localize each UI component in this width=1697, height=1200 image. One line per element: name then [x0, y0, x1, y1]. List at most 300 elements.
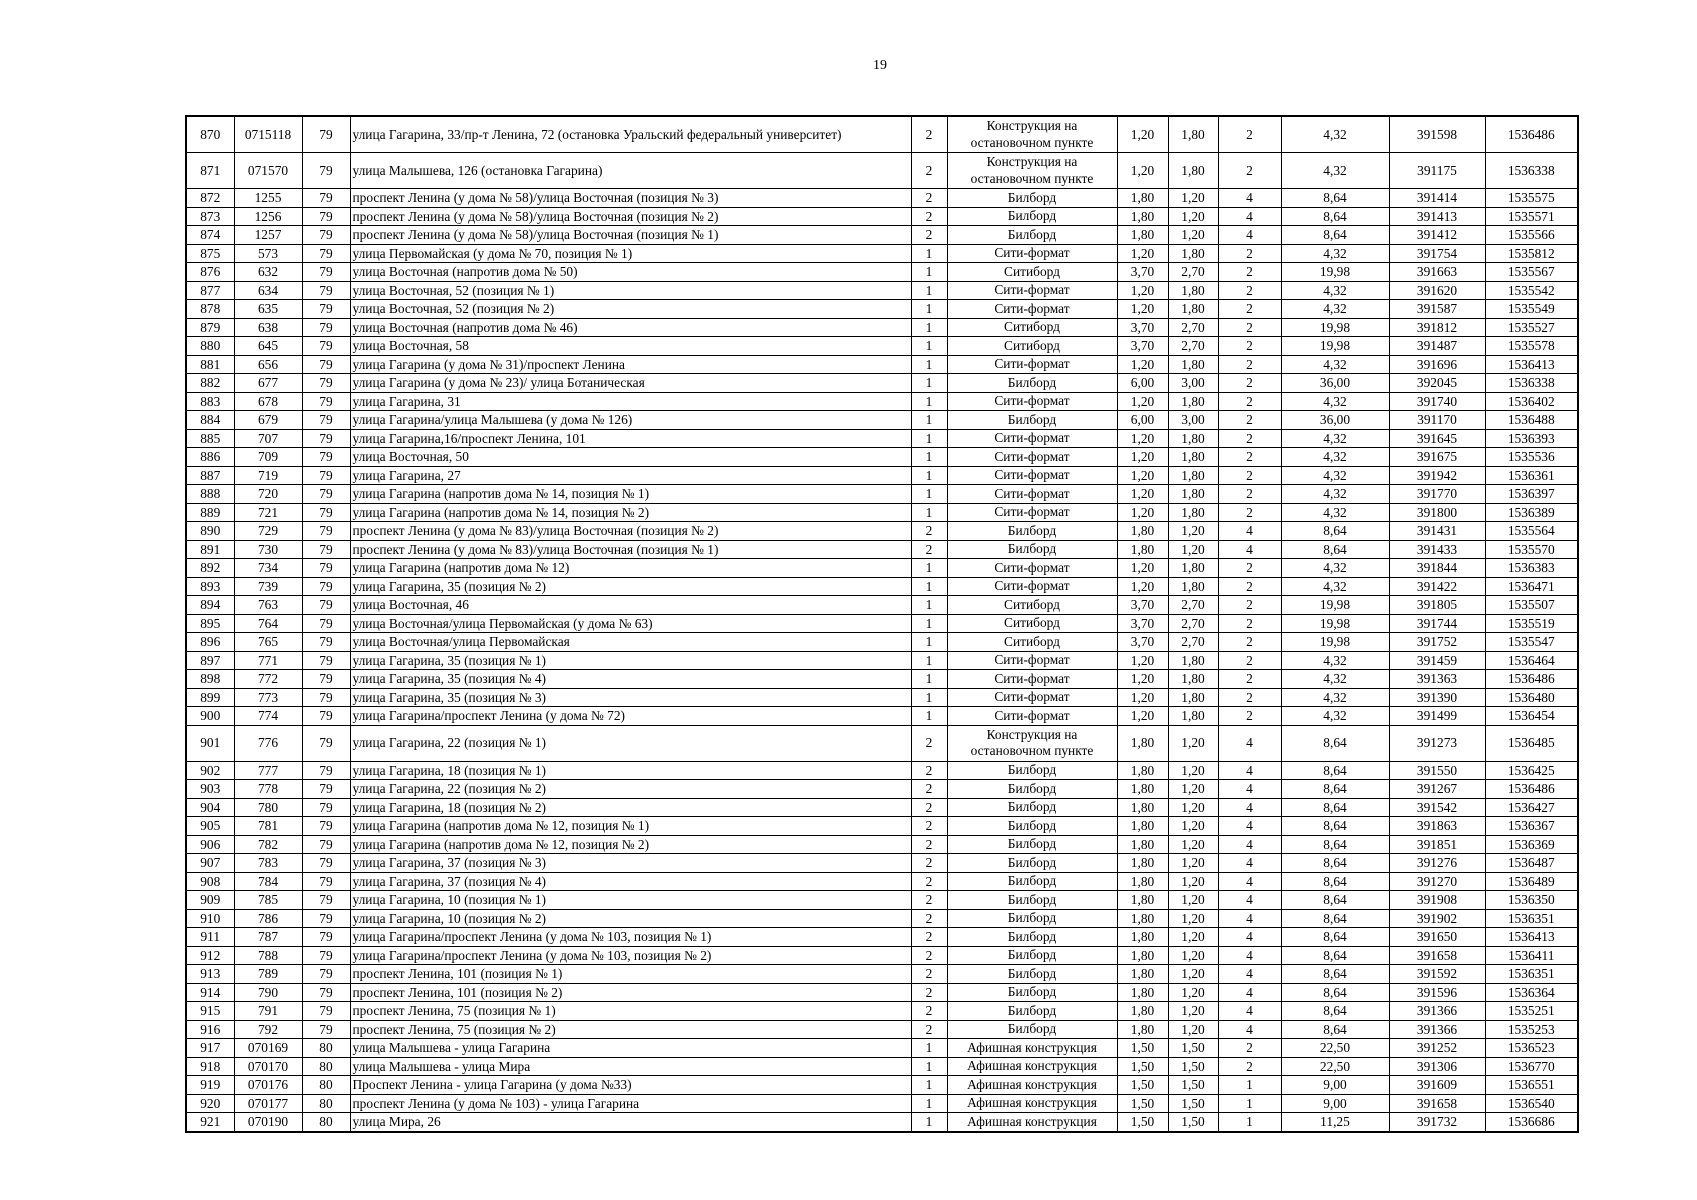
zone-cell: 79 — [302, 688, 350, 707]
coord-y-cell: 1536402 — [1485, 392, 1578, 411]
coord-y-cell: 1536489 — [1485, 872, 1578, 891]
row-number-cell: 888 — [186, 485, 234, 504]
row-number-cell: 897 — [186, 651, 234, 670]
row-number-cell: 905 — [186, 817, 234, 836]
coord-x-cell: 391433 — [1389, 540, 1485, 559]
height-cell: 1,20 — [1168, 983, 1218, 1002]
faces-cell: 2 — [1218, 670, 1281, 689]
table-row — [186, 559, 1578, 578]
width-cell: 6,00 — [1117, 411, 1168, 430]
coord-x-cell: 391366 — [1389, 1002, 1485, 1021]
zone-cell: 79 — [302, 540, 350, 559]
table-row — [186, 909, 1578, 928]
coord-x-cell: 391276 — [1389, 854, 1485, 873]
width-cell: 1,80 — [1117, 189, 1168, 208]
address-cell: улица Гагарина/проспект Ленина (у дома № 103, позиция № 2) — [350, 946, 911, 965]
width-cell: 1,80 — [1117, 854, 1168, 873]
sides-cell: 2 — [911, 965, 947, 984]
coord-y-cell: 1535571 — [1485, 207, 1578, 226]
address-cell: улица Гагарина, 37 (позиция № 4) — [350, 872, 911, 891]
table-row — [186, 983, 1578, 1002]
register-table — [185, 115, 1579, 1133]
sides-cell: 1 — [911, 596, 947, 615]
table-row — [186, 1039, 1578, 1058]
address-cell: улица Гагарина/улица Малышева (у дома № 126) — [350, 411, 911, 430]
coord-y-cell: 1535519 — [1485, 614, 1578, 633]
address-cell: улица Гагарина, 10 (позиция № 1) — [350, 891, 911, 910]
code-cell: 784 — [234, 872, 302, 891]
coord-y-cell: 1535507 — [1485, 596, 1578, 615]
sides-cell: 1 — [911, 1113, 947, 1132]
width-cell: 1,20 — [1117, 651, 1168, 670]
zone-cell: 79 — [302, 965, 350, 984]
faces-cell: 1 — [1218, 1094, 1281, 1113]
faces-cell: 4 — [1218, 909, 1281, 928]
faces-cell: 4 — [1218, 761, 1281, 780]
table-row — [186, 670, 1578, 689]
faces-cell: 2 — [1218, 153, 1281, 189]
zone-cell: 79 — [302, 485, 350, 504]
code-cell: 070176 — [234, 1076, 302, 1095]
construction-type-cell: Билборд — [947, 1002, 1117, 1021]
height-cell: 1,20 — [1168, 226, 1218, 245]
height-cell: 1,20 — [1168, 189, 1218, 208]
code-cell: 785 — [234, 891, 302, 910]
construction-type-cell: Сити-формат — [947, 448, 1117, 467]
row-number-cell: 882 — [186, 374, 234, 393]
coord-y-cell: 1535251 — [1485, 1002, 1578, 1021]
coord-y-cell: 1536686 — [1485, 1113, 1578, 1132]
zone-cell: 79 — [302, 1002, 350, 1021]
construction-type-cell: Афишная конструкция — [947, 1057, 1117, 1076]
coord-x-cell: 391587 — [1389, 300, 1485, 319]
table-row — [186, 1113, 1578, 1132]
row-number-cell: 881 — [186, 355, 234, 374]
coord-x-cell: 391844 — [1389, 559, 1485, 578]
sides-cell: 2 — [911, 189, 947, 208]
row-number-cell: 921 — [186, 1113, 234, 1132]
width-cell: 3,70 — [1117, 337, 1168, 356]
code-cell: 1257 — [234, 226, 302, 245]
faces-cell: 2 — [1218, 429, 1281, 448]
faces-cell: 2 — [1218, 466, 1281, 485]
address-cell: проспект Ленина (у дома № 58)/улица Восточная (позиция № 2) — [350, 207, 911, 226]
area-cell: 8,64 — [1281, 872, 1389, 891]
area-cell: 4,32 — [1281, 355, 1389, 374]
table-row — [186, 116, 1578, 153]
zone-cell: 79 — [302, 1020, 350, 1039]
construction-type-cell: Билборд — [947, 946, 1117, 965]
address-cell: проспект Ленина, 101 (позиция № 1) — [350, 965, 911, 984]
width-cell: 1,80 — [1117, 909, 1168, 928]
width-cell: 1,20 — [1117, 392, 1168, 411]
coord-x-cell: 392045 — [1389, 374, 1485, 393]
sides-cell: 2 — [911, 854, 947, 873]
coord-y-cell: 1535578 — [1485, 337, 1578, 356]
code-cell: 656 — [234, 355, 302, 374]
faces-cell: 2 — [1218, 651, 1281, 670]
coord-y-cell: 1535566 — [1485, 226, 1578, 245]
table-row — [186, 226, 1578, 245]
height-cell: 1,80 — [1168, 281, 1218, 300]
height-cell: 1,20 — [1168, 522, 1218, 541]
row-number-cell: 913 — [186, 965, 234, 984]
faces-cell: 2 — [1218, 577, 1281, 596]
coord-x-cell: 391267 — [1389, 780, 1485, 799]
area-cell: 4,32 — [1281, 116, 1389, 153]
zone-cell: 79 — [302, 780, 350, 799]
height-cell: 1,80 — [1168, 466, 1218, 485]
coord-x-cell: 391658 — [1389, 946, 1485, 965]
coord-y-cell: 1536351 — [1485, 965, 1578, 984]
coord-y-cell: 1535575 — [1485, 189, 1578, 208]
sides-cell: 2 — [911, 835, 947, 854]
code-cell: 720 — [234, 485, 302, 504]
height-cell: 1,80 — [1168, 559, 1218, 578]
area-cell: 4,32 — [1281, 392, 1389, 411]
address-cell: улица Гагарина/проспект Ленина (у дома № 103, позиция № 1) — [350, 928, 911, 947]
height-cell: 1,80 — [1168, 577, 1218, 596]
address-cell: улица Гагарина (напротив дома № 14, позиция № 2) — [350, 503, 911, 522]
faces-cell: 2 — [1218, 263, 1281, 282]
faces-cell: 4 — [1218, 522, 1281, 541]
code-cell: 781 — [234, 817, 302, 836]
faces-cell: 4 — [1218, 891, 1281, 910]
code-cell: 787 — [234, 928, 302, 947]
zone-cell: 79 — [302, 116, 350, 153]
coord-y-cell: 1535547 — [1485, 633, 1578, 652]
table-row — [186, 355, 1578, 374]
sides-cell: 2 — [911, 872, 947, 891]
height-cell: 1,20 — [1168, 817, 1218, 836]
zone-cell: 79 — [302, 263, 350, 282]
height-cell: 1,80 — [1168, 670, 1218, 689]
height-cell: 1,80 — [1168, 429, 1218, 448]
address-cell: улица Мира, 26 — [350, 1113, 911, 1132]
area-cell: 22,50 — [1281, 1039, 1389, 1058]
row-number-cell: 878 — [186, 300, 234, 319]
sides-cell: 1 — [911, 448, 947, 467]
coord-x-cell: 391412 — [1389, 226, 1485, 245]
code-cell: 071570 — [234, 153, 302, 189]
zone-cell: 79 — [302, 651, 350, 670]
sides-cell: 2 — [911, 153, 947, 189]
area-cell: 4,32 — [1281, 244, 1389, 263]
sides-cell: 1 — [911, 337, 947, 356]
width-cell: 6,00 — [1117, 374, 1168, 393]
faces-cell: 4 — [1218, 983, 1281, 1002]
sides-cell: 1 — [911, 707, 947, 726]
table-row — [186, 946, 1578, 965]
coord-x-cell: 391170 — [1389, 411, 1485, 430]
area-cell: 4,32 — [1281, 281, 1389, 300]
height-cell: 2,70 — [1168, 263, 1218, 282]
height-cell: 1,20 — [1168, 909, 1218, 928]
zone-cell: 79 — [302, 872, 350, 891]
row-number-cell: 879 — [186, 318, 234, 337]
zone-cell: 79 — [302, 392, 350, 411]
faces-cell: 4 — [1218, 798, 1281, 817]
construction-type-cell: Билборд — [947, 1020, 1117, 1039]
code-cell: 635 — [234, 300, 302, 319]
width-cell: 1,20 — [1117, 670, 1168, 689]
area-cell: 11,25 — [1281, 1113, 1389, 1132]
sides-cell: 1 — [911, 577, 947, 596]
table-row — [186, 429, 1578, 448]
row-number-cell: 891 — [186, 540, 234, 559]
faces-cell: 2 — [1218, 374, 1281, 393]
row-number-cell: 892 — [186, 559, 234, 578]
construction-type-cell: Сити-формат — [947, 466, 1117, 485]
width-cell: 3,70 — [1117, 318, 1168, 337]
zone-cell: 80 — [302, 1039, 350, 1058]
zone-cell: 79 — [302, 983, 350, 1002]
zone-cell: 79 — [302, 300, 350, 319]
zone-cell: 79 — [302, 928, 350, 947]
code-cell: 771 — [234, 651, 302, 670]
coord-x-cell: 391851 — [1389, 835, 1485, 854]
zone-cell: 79 — [302, 707, 350, 726]
address-cell: проспект Ленина, 75 (позиция № 1) — [350, 1002, 911, 1021]
address-cell: улица Гагарина,16/проспект Ленина, 101 — [350, 429, 911, 448]
code-cell: 786 — [234, 909, 302, 928]
table-row — [186, 817, 1578, 836]
code-cell: 772 — [234, 670, 302, 689]
width-cell: 1,80 — [1117, 540, 1168, 559]
coord-y-cell: 1536427 — [1485, 798, 1578, 817]
construction-type-cell: Ситиборд — [947, 596, 1117, 615]
construction-type-cell: Сити-формат — [947, 707, 1117, 726]
faces-cell: 2 — [1218, 392, 1281, 411]
construction-type-cell: Ситиборд — [947, 318, 1117, 337]
width-cell: 1,50 — [1117, 1076, 1168, 1095]
coord-y-cell: 1536464 — [1485, 651, 1578, 670]
faces-cell: 4 — [1218, 965, 1281, 984]
area-cell: 8,64 — [1281, 835, 1389, 854]
sides-cell: 1 — [911, 355, 947, 374]
height-cell: 1,20 — [1168, 540, 1218, 559]
coord-y-cell: 1535564 — [1485, 522, 1578, 541]
area-cell: 4,32 — [1281, 485, 1389, 504]
width-cell: 1,20 — [1117, 116, 1168, 153]
construction-type-cell: Билборд — [947, 780, 1117, 799]
sides-cell: 2 — [911, 1002, 947, 1021]
height-cell: 1,20 — [1168, 854, 1218, 873]
construction-type-cell: Сити-формат — [947, 559, 1117, 578]
coord-x-cell: 391800 — [1389, 503, 1485, 522]
code-cell: 719 — [234, 466, 302, 485]
area-cell: 8,64 — [1281, 798, 1389, 817]
coord-y-cell: 1536397 — [1485, 485, 1578, 504]
height-cell: 2,70 — [1168, 318, 1218, 337]
coord-y-cell: 1536338 — [1485, 153, 1578, 189]
table-row — [186, 651, 1578, 670]
table-row — [186, 707, 1578, 726]
address-cell: улица Восточная, 50 — [350, 448, 911, 467]
coord-y-cell: 1536480 — [1485, 688, 1578, 707]
coord-x-cell: 391270 — [1389, 872, 1485, 891]
row-number-cell: 910 — [186, 909, 234, 928]
area-cell: 4,32 — [1281, 153, 1389, 189]
code-cell: 734 — [234, 559, 302, 578]
faces-cell: 2 — [1218, 707, 1281, 726]
zone-cell: 79 — [302, 153, 350, 189]
width-cell: 3,70 — [1117, 614, 1168, 633]
coord-x-cell: 391542 — [1389, 798, 1485, 817]
address-cell: улица Гагарина (у дома № 23)/ улица Ботаническая — [350, 374, 911, 393]
row-number-cell: 914 — [186, 983, 234, 1002]
row-number-cell: 894 — [186, 596, 234, 615]
faces-cell: 4 — [1218, 835, 1281, 854]
row-number-cell: 915 — [186, 1002, 234, 1021]
table-row — [186, 1002, 1578, 1021]
table-row — [186, 281, 1578, 300]
coord-y-cell: 1536523 — [1485, 1039, 1578, 1058]
address-cell: проспект Ленина (у дома № 58)/улица Восточная (позиция № 3) — [350, 189, 911, 208]
faces-cell: 2 — [1218, 1057, 1281, 1076]
sides-cell: 1 — [911, 1076, 947, 1095]
coord-x-cell: 391812 — [1389, 318, 1485, 337]
coord-x-cell: 391942 — [1389, 466, 1485, 485]
area-cell: 4,32 — [1281, 300, 1389, 319]
address-cell: Проспект Ленина - улица Гагарина (у дома №33) — [350, 1076, 911, 1095]
construction-type-cell: Билборд — [947, 374, 1117, 393]
sides-cell: 1 — [911, 281, 947, 300]
table-row — [186, 891, 1578, 910]
row-number-cell: 883 — [186, 392, 234, 411]
construction-type-cell: Билборд — [947, 891, 1117, 910]
height-cell: 1,20 — [1168, 798, 1218, 817]
width-cell: 1,80 — [1117, 780, 1168, 799]
address-cell: улица Гагарина, 18 (позиция № 2) — [350, 798, 911, 817]
height-cell: 1,80 — [1168, 300, 1218, 319]
faces-cell: 4 — [1218, 226, 1281, 245]
area-cell: 8,64 — [1281, 189, 1389, 208]
code-cell: 1256 — [234, 207, 302, 226]
table-row — [186, 485, 1578, 504]
width-cell: 1,80 — [1117, 207, 1168, 226]
sides-cell: 1 — [911, 1039, 947, 1058]
height-cell: 1,20 — [1168, 1020, 1218, 1039]
address-cell: улица Восточная, 58 — [350, 337, 911, 356]
address-cell: улица Восточная (напротив дома № 46) — [350, 318, 911, 337]
area-cell: 4,32 — [1281, 577, 1389, 596]
address-cell: улица Гагарина, 35 (позиция № 1) — [350, 651, 911, 670]
code-cell: 634 — [234, 281, 302, 300]
sides-cell: 1 — [911, 411, 947, 430]
address-cell: улица Восточная, 46 — [350, 596, 911, 615]
sides-cell: 1 — [911, 263, 947, 282]
coord-y-cell: 1536454 — [1485, 707, 1578, 726]
row-number-cell: 912 — [186, 946, 234, 965]
coord-x-cell: 391592 — [1389, 965, 1485, 984]
zone-cell: 79 — [302, 725, 350, 761]
faces-cell: 2 — [1218, 485, 1281, 504]
coord-x-cell: 391620 — [1389, 281, 1485, 300]
coord-x-cell: 391908 — [1389, 891, 1485, 910]
zone-cell: 79 — [302, 835, 350, 854]
coord-x-cell: 391413 — [1389, 207, 1485, 226]
sides-cell: 2 — [911, 780, 947, 799]
address-cell: проспект Ленина (у дома № 83)/улица Восточная (позиция № 2) — [350, 522, 911, 541]
coord-y-cell: 1536413 — [1485, 355, 1578, 374]
width-cell: 1,80 — [1117, 965, 1168, 984]
code-cell: 730 — [234, 540, 302, 559]
construction-type-cell: Ситиборд — [947, 263, 1117, 282]
faces-cell: 2 — [1218, 318, 1281, 337]
area-cell: 4,32 — [1281, 670, 1389, 689]
height-cell: 3,00 — [1168, 374, 1218, 393]
area-cell: 9,00 — [1281, 1094, 1389, 1113]
address-cell: улица Восточная, 52 (позиция № 1) — [350, 281, 911, 300]
row-number-cell: 919 — [186, 1076, 234, 1095]
zone-cell: 79 — [302, 244, 350, 263]
height-cell: 1,20 — [1168, 207, 1218, 226]
table-row — [186, 596, 1578, 615]
coord-y-cell: 1536488 — [1485, 411, 1578, 430]
code-cell: 1255 — [234, 189, 302, 208]
height-cell: 1,80 — [1168, 651, 1218, 670]
zone-cell: 79 — [302, 448, 350, 467]
code-cell: 790 — [234, 983, 302, 1002]
construction-type-cell: Сити-формат — [947, 355, 1117, 374]
construction-type-cell: Сити-формат — [947, 392, 1117, 411]
area-cell: 8,64 — [1281, 928, 1389, 947]
construction-type-cell: Сити-формат — [947, 300, 1117, 319]
table-row — [186, 244, 1578, 263]
zone-cell: 79 — [302, 522, 350, 541]
area-cell: 4,32 — [1281, 448, 1389, 467]
coord-x-cell: 391366 — [1389, 1020, 1485, 1039]
height-cell: 1,20 — [1168, 761, 1218, 780]
sides-cell: 2 — [911, 928, 947, 947]
coord-y-cell: 1536486 — [1485, 780, 1578, 799]
row-number-cell: 880 — [186, 337, 234, 356]
coord-x-cell: 391658 — [1389, 1094, 1485, 1113]
height-cell: 2,70 — [1168, 596, 1218, 615]
address-cell: улица Гагарина/проспект Ленина (у дома № 72) — [350, 707, 911, 726]
table-row — [186, 466, 1578, 485]
zone-cell: 79 — [302, 207, 350, 226]
row-number-cell: 909 — [186, 891, 234, 910]
faces-cell: 2 — [1218, 596, 1281, 615]
width-cell: 1,20 — [1117, 485, 1168, 504]
code-cell: 780 — [234, 798, 302, 817]
coord-x-cell: 391863 — [1389, 817, 1485, 836]
address-cell: улица Гагарина, 35 (позиция № 2) — [350, 577, 911, 596]
table-row — [186, 1076, 1578, 1095]
faces-cell: 4 — [1218, 872, 1281, 891]
width-cell: 3,70 — [1117, 633, 1168, 652]
height-cell: 1,20 — [1168, 725, 1218, 761]
zone-cell: 79 — [302, 596, 350, 615]
code-cell: 792 — [234, 1020, 302, 1039]
area-cell: 8,64 — [1281, 946, 1389, 965]
area-cell: 8,64 — [1281, 540, 1389, 559]
address-cell: улица Восточная/улица Первомайская — [350, 633, 911, 652]
construction-type-cell: Билборд — [947, 761, 1117, 780]
zone-cell: 79 — [302, 355, 350, 374]
width-cell: 1,80 — [1117, 725, 1168, 761]
height-cell: 1,20 — [1168, 965, 1218, 984]
address-cell: улица Малышева - улица Мира — [350, 1057, 911, 1076]
zone-cell: 79 — [302, 633, 350, 652]
height-cell: 1,80 — [1168, 244, 1218, 263]
table-row — [186, 798, 1578, 817]
sides-cell: 2 — [911, 946, 947, 965]
faces-cell: 2 — [1218, 688, 1281, 707]
faces-cell: 2 — [1218, 503, 1281, 522]
